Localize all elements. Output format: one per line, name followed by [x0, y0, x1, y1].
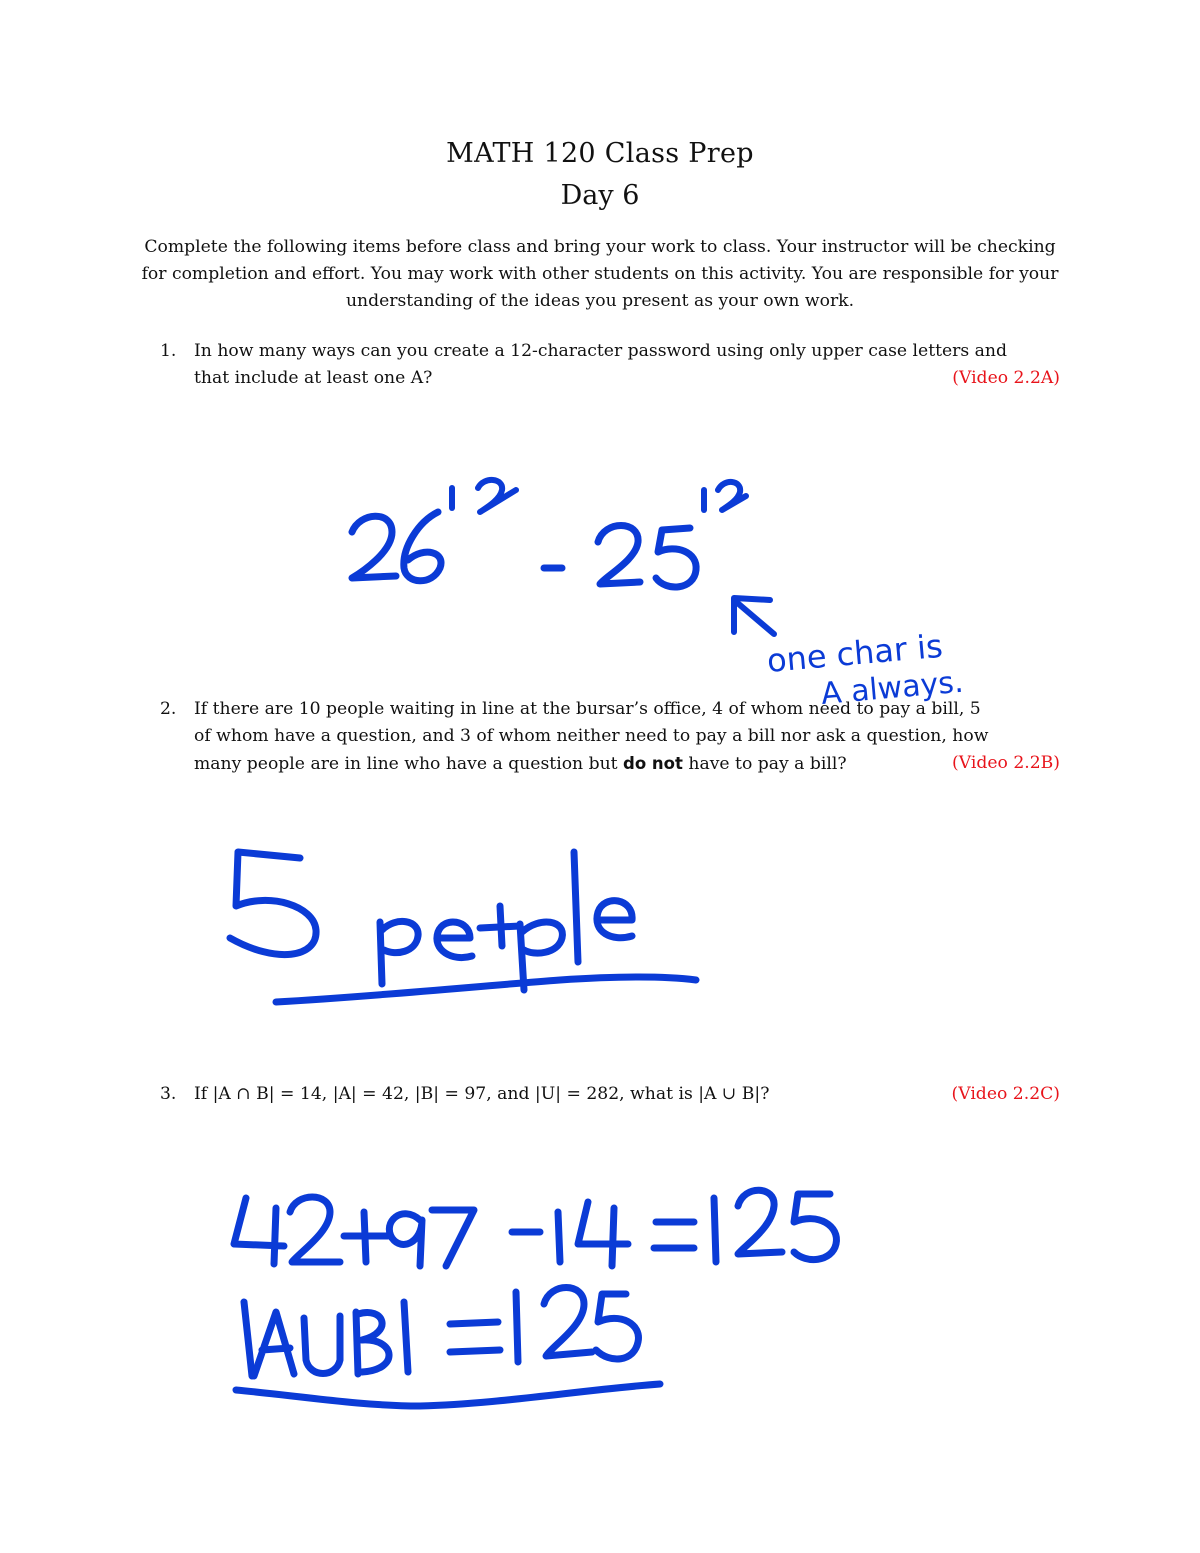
question-number: 3.: [160, 1084, 177, 1104]
question-text-line: that include at least one A?: [194, 368, 433, 388]
answer-1-note: [765, 627, 964, 712]
emphasis-text: do not: [623, 754, 683, 773]
answer-3-handwriting-line-2: [236, 1288, 660, 1407]
answer-3-handwriting-line-1: [234, 1190, 836, 1266]
question-text-line: In how many ways can you create a 12-character password using only upper case letters and: [194, 341, 1007, 361]
video-reference-link[interactable]: (Video 2.2C): [951, 1084, 1060, 1104]
question-number: 2.: [160, 699, 177, 719]
question-text-part: have to pay a bill?: [688, 754, 847, 774]
question-text-line: If there are 10 people waiting in line at the bursar’s office, 4 of whom need to pay a bill, 5: [194, 699, 981, 719]
page-title: MATH 120 Class Prep: [446, 138, 754, 169]
instructions-paragraph: Complete the following items before class and bring your work to class. Your instructor will be checking for completion and effort. You may work with other students on this activity. You are responsible for your understanding of the ideas you present as your own work.: [141, 237, 1059, 311]
question-text-line: of whom have a question, and 3 of whom neither need to pay a bill nor ask a question, how: [194, 726, 989, 746]
note-line-2: A always.: [819, 664, 965, 712]
video-reference-link[interactable]: (Video 2.2A): [952, 368, 1060, 388]
answer-1-handwriting: [352, 480, 774, 634]
page-subtitle: Day 6: [560, 180, 640, 211]
question-text-part: many people are in line who have a question but: [194, 754, 618, 774]
question-number: 1.: [160, 341, 177, 361]
note-line-1: one char is: [765, 626, 945, 680]
video-reference-link[interactable]: (Video 2.2B): [952, 753, 1060, 773]
answer-2-handwriting: [230, 852, 696, 1002]
question-text-line: If |A ∩ B| = 14, |A| = 42, |B| = 97, and |U| = 282, what is |A ∪ B|?: [194, 1084, 770, 1104]
